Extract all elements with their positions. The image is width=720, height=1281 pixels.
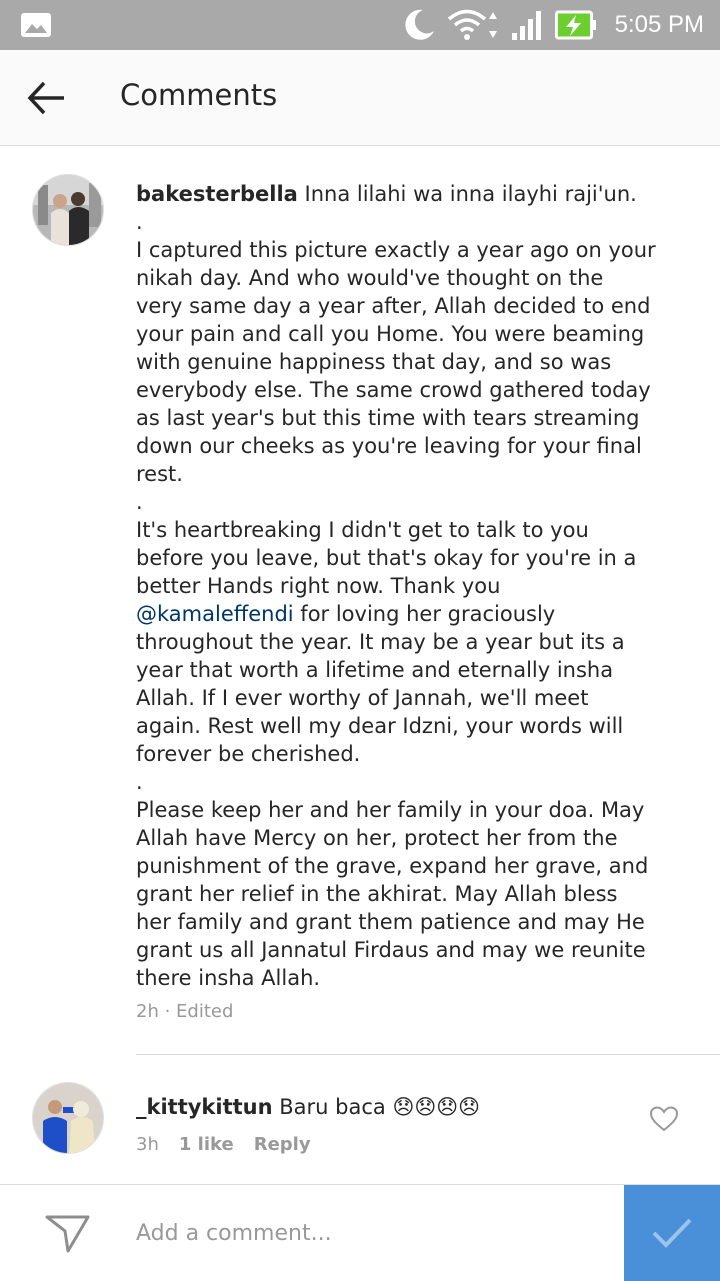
post-comment-button[interactable] bbox=[624, 1185, 720, 1281]
avatar[interactable] bbox=[32, 1082, 104, 1154]
comment-paragraph: for loving her graciously throughout the year. It may be a year but its a year that worth a lifetime and eternally insha Allah. If I ever worthy of Jannah, we'll meet again. Rest well my dear Idzni, your words will forever be cherished. bbox=[136, 602, 625, 766]
avatar-photo bbox=[33, 175, 104, 246]
comment-paragraph: It's heartbreaking I didn't get to talk to you before you leave, but that's okay for you're in a better Hands right now. Thank you bbox=[136, 518, 637, 598]
edited-label: Edited bbox=[176, 1001, 234, 1022]
comment-text bbox=[136, 1093, 616, 1121]
status-time: 5:05 PM bbox=[614, 11, 704, 38]
comment-composer bbox=[0, 1184, 720, 1280]
comments-list[interactable] bbox=[0, 147, 720, 1183]
comment-meta bbox=[136, 1134, 311, 1155]
avatar[interactable] bbox=[32, 174, 104, 246]
comment-text bbox=[136, 180, 656, 992]
comment-time: 2h bbox=[136, 1001, 159, 1022]
signal-icon bbox=[511, 9, 545, 41]
comment-input[interactable] bbox=[136, 1211, 606, 1255]
comment-paragraph: I captured this picture exactly a year ago on your nikah day. And who would've thought on the very same day a year after, Allah decided to end your pain and call you Home. You were beaming with genuine happiness that day, and so was everybody else. The same crowd gathered today as last year's but this time with tears streaming down our cheeks as you're leaving for your final rest. bbox=[136, 238, 656, 486]
comment-dot-separator: . bbox=[136, 490, 143, 514]
checkmark-icon bbox=[650, 1215, 694, 1251]
comment-paragraph: Please keep her and her family in your doa. May Allah have Mercy on her, protect her from the punishment of the grave, expand her grave, and grant her relief in the akhirat. May Allah bless her family and grant them patience and may He grant us all Jannatul Firdaus and may we reunite there insha Allah. bbox=[136, 798, 649, 990]
gallery-icon bbox=[20, 12, 52, 38]
likes-count[interactable]: 1 like bbox=[178, 1134, 234, 1155]
page-title: Comments bbox=[120, 78, 278, 112]
status-bar bbox=[0, 0, 720, 50]
comment-dot-separator: . bbox=[136, 770, 143, 794]
meta-dot: · bbox=[158, 1001, 177, 1022]
battery-charging-icon bbox=[555, 10, 597, 40]
reply-button[interactable]: Reply bbox=[253, 1134, 311, 1155]
arrow-left-icon[interactable] bbox=[24, 78, 68, 118]
moon-icon bbox=[401, 7, 437, 43]
comment-meta bbox=[136, 1001, 233, 1022]
paper-plane-icon[interactable] bbox=[44, 1211, 92, 1255]
comment-paragraph: Inna lilahi wa inna ilayhi raji'un. bbox=[304, 182, 637, 206]
wifi-icon bbox=[447, 8, 501, 42]
avatar-photo bbox=[33, 1083, 104, 1154]
emoji-sequence: 😞😞😞😞 bbox=[392, 1095, 481, 1119]
comment-divider bbox=[136, 1054, 720, 1055]
comment-time: 3h bbox=[136, 1134, 159, 1155]
comment-username[interactable]: bakesterbella bbox=[136, 182, 298, 206]
mention-link[interactable]: @kamaleffendi bbox=[136, 602, 294, 626]
comment-paragraph: Baru baca bbox=[279, 1095, 386, 1119]
comment-username[interactable]: _kittykittun bbox=[136, 1095, 273, 1119]
heart-icon[interactable] bbox=[650, 1106, 678, 1132]
comment-dot-separator: . bbox=[136, 210, 143, 234]
app-bar bbox=[0, 50, 720, 146]
